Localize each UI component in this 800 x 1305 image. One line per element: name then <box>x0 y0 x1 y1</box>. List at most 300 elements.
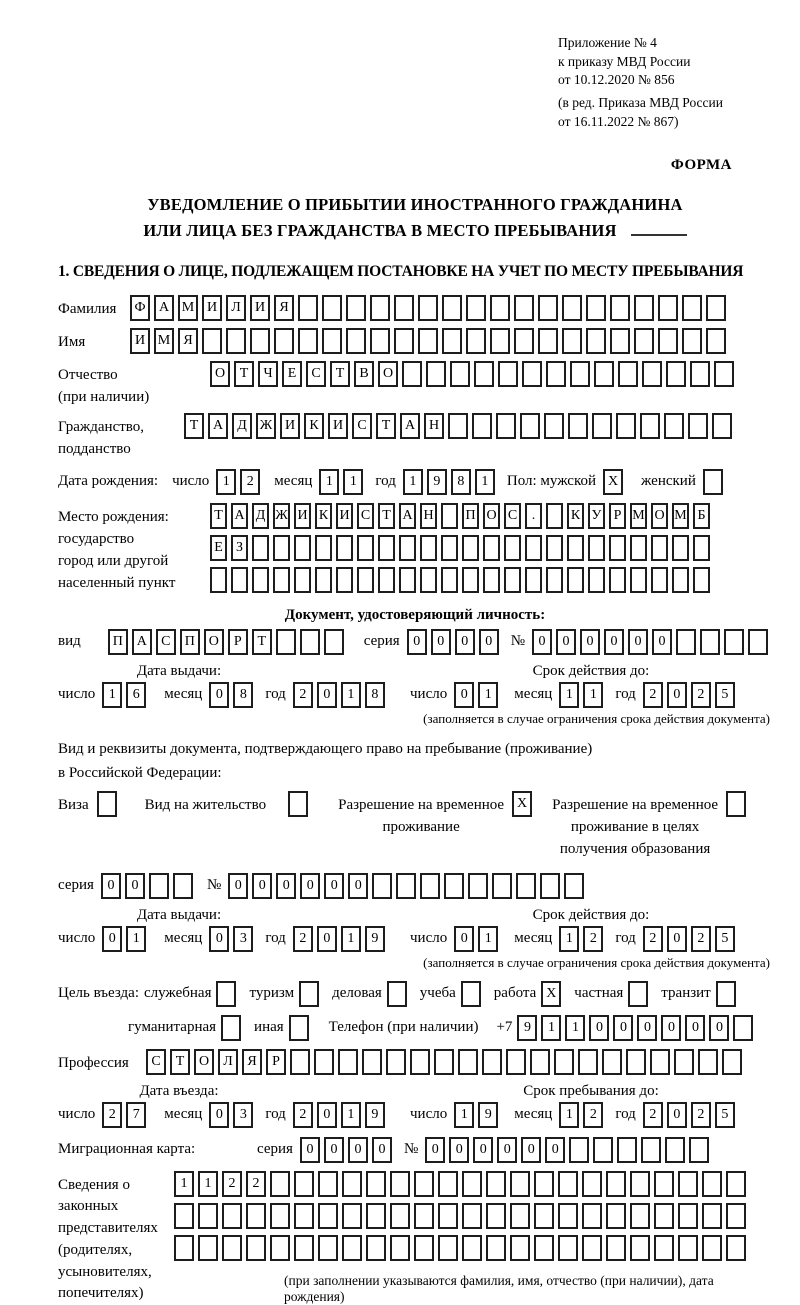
form-cell <box>434 1049 454 1075</box>
form-cell: Т <box>252 629 272 655</box>
form-cell <box>442 295 462 321</box>
option-temp-residence-education: Разрешение на временное проживание в целях получения образования <box>552 791 750 860</box>
form-cell: Ч <box>258 361 278 387</box>
form-cell <box>706 328 726 354</box>
form-cell: А <box>154 295 174 321</box>
form-cell <box>562 295 582 321</box>
stay-month <box>559 1102 607 1128</box>
entry-year <box>293 1102 389 1128</box>
form-cell: Л <box>218 1049 238 1075</box>
form-cell: 1 <box>341 682 361 708</box>
form-cell <box>458 1049 478 1075</box>
form-cell <box>298 328 318 354</box>
form-cell <box>198 1235 218 1261</box>
form-cell: К <box>304 413 324 439</box>
form-cell: 9 <box>517 1015 537 1041</box>
representatives-row2-cells <box>174 1203 772 1229</box>
purpose-humanitarian-checkbox <box>221 1015 245 1041</box>
form-cell: 1 <box>343 469 363 495</box>
form-cell <box>674 1049 694 1075</box>
form-cell: 0 <box>652 629 672 655</box>
form-cell <box>546 567 563 593</box>
form-cell <box>733 1015 753 1041</box>
form-cell: 0 <box>317 1102 337 1128</box>
form-cell: 2 <box>293 926 313 952</box>
form-cell: 9 <box>427 469 447 495</box>
form-cell <box>534 1203 554 1229</box>
form-cell: Т <box>330 361 350 387</box>
form-cell: 1 <box>454 1102 474 1128</box>
form-cell <box>664 413 684 439</box>
form-cell <box>726 791 746 817</box>
form-cell <box>486 1203 506 1229</box>
form-cell: И <box>294 503 311 529</box>
form-cell <box>246 1203 266 1229</box>
form-cell <box>506 1049 526 1075</box>
form-cell: 2 <box>583 926 603 952</box>
form-cell: 0 <box>637 1015 657 1041</box>
form-cell <box>462 535 479 561</box>
form-cell: Ж <box>256 413 276 439</box>
form-cell <box>149 873 169 899</box>
form-cell <box>606 1203 626 1229</box>
form-cell <box>338 1049 358 1075</box>
form-cell <box>342 1203 362 1229</box>
appendix-line: к приказу МВД России <box>558 53 772 72</box>
form-cell: А <box>231 503 248 529</box>
doc-number-label: № <box>511 629 525 650</box>
form-cell <box>594 361 614 387</box>
form-cell: 8 <box>451 469 471 495</box>
form-cell: X <box>541 981 561 1007</box>
form-cell <box>202 328 222 354</box>
form-cell: М <box>154 328 174 354</box>
purpose-other-checkbox <box>289 1015 313 1041</box>
form-cell: 0 <box>685 1015 705 1041</box>
form-cell <box>658 328 678 354</box>
form-cell: Е <box>282 361 302 387</box>
form-cell <box>366 1203 386 1229</box>
form-cell <box>496 413 516 439</box>
form-cell <box>441 567 458 593</box>
form-cell <box>396 873 416 899</box>
surname-cells <box>130 295 730 321</box>
form-cell <box>702 1235 722 1261</box>
form-cell: Р <box>609 503 626 529</box>
option-residence-permit: Вид на жительство <box>145 791 312 817</box>
form-cell <box>568 413 588 439</box>
purpose-private-checkbox <box>628 981 652 1007</box>
form-cell <box>418 295 438 321</box>
form-cell: 1 <box>403 469 423 495</box>
migration-card-label: Миграционная карта: <box>58 1137 250 1158</box>
form-cell: 1 <box>216 469 236 495</box>
form-cell <box>420 535 437 561</box>
form-cell <box>654 1235 674 1261</box>
doc-valid-day <box>454 682 502 708</box>
form-cell <box>588 535 605 561</box>
form-cell <box>610 328 630 354</box>
form-cell <box>222 1203 242 1229</box>
stay-year <box>643 1102 739 1128</box>
form-cell <box>336 535 353 561</box>
form-cell <box>678 1203 698 1229</box>
birth-year-label: год <box>375 469 395 490</box>
form-cell <box>569 1137 589 1163</box>
form-cell: 0 <box>324 873 344 899</box>
form-cell <box>322 295 342 321</box>
doc-seriya-label: серия <box>364 629 400 650</box>
form-cell <box>702 1171 722 1197</box>
form-cell: Т <box>170 1049 190 1075</box>
form-cell <box>390 1235 410 1261</box>
form-cell <box>651 535 668 561</box>
form-cell <box>724 629 744 655</box>
form-cell <box>609 535 626 561</box>
form-cell: Р <box>228 629 248 655</box>
form-cell: 0 <box>324 1137 344 1163</box>
form-cell: О <box>483 503 500 529</box>
form-cell: 0 <box>102 926 122 952</box>
form-cell <box>174 1203 194 1229</box>
form-cell: А <box>208 413 228 439</box>
form-cell: Т <box>378 503 395 529</box>
doc-seriya-cells <box>407 629 503 655</box>
form-cell <box>570 361 590 387</box>
doc-number-cells <box>532 629 772 655</box>
form-cell: 0 <box>709 1015 729 1041</box>
form-cell <box>606 1171 626 1197</box>
issue-date-title: Дата выдачи: <box>58 663 300 680</box>
gender-male-label: Пол: мужской <box>507 469 596 490</box>
form-cell: 0 <box>252 873 272 899</box>
form-cell: 0 <box>228 873 248 899</box>
stay-until-title: Срок пребывания до: <box>410 1083 772 1100</box>
form-cell <box>726 1235 746 1261</box>
form-cell <box>270 1171 290 1197</box>
given-name-label: Имя <box>58 328 130 354</box>
form-cell <box>726 1203 746 1229</box>
form-cell: 0 <box>661 1015 681 1041</box>
form-cell <box>666 361 686 387</box>
form-cell: 2 <box>691 682 711 708</box>
form-cell <box>558 1235 578 1261</box>
form-cell: 1 <box>174 1171 194 1197</box>
form-cell <box>482 1049 502 1075</box>
form-cell <box>250 328 270 354</box>
form-cell <box>642 361 662 387</box>
form-cell: Д <box>232 413 252 439</box>
form-cell <box>357 567 374 593</box>
form-cell: 1 <box>565 1015 585 1041</box>
form-cell: 1 <box>126 926 146 952</box>
form-cell: 0 <box>348 1137 368 1163</box>
form-cell: 0 <box>589 1015 609 1041</box>
option-visa: Виза <box>58 791 121 817</box>
birth-month-cells <box>319 469 367 495</box>
form-cell <box>510 1171 530 1197</box>
form-cell: О <box>204 629 224 655</box>
form-cell <box>525 535 542 561</box>
gender-male-checkbox <box>603 469 627 495</box>
form-cell <box>438 1171 458 1197</box>
form-cell <box>342 1235 362 1261</box>
form-cell: 1 <box>478 926 498 952</box>
form-cell <box>372 873 392 899</box>
form-cell: 6 <box>126 682 146 708</box>
form-cell <box>276 629 296 655</box>
form-cell <box>394 295 414 321</box>
res-valid-year <box>643 926 739 952</box>
form-cell <box>252 567 269 593</box>
form-cell: 0 <box>667 682 687 708</box>
form-cell <box>540 873 560 899</box>
form-cell: О <box>210 361 230 387</box>
form-cell: 0 <box>613 1015 633 1041</box>
res-seriya-label: серия <box>58 873 94 894</box>
form-cell: 2 <box>583 1102 603 1128</box>
form-cell: 0 <box>317 926 337 952</box>
form-cell <box>357 535 374 561</box>
form-cell: П <box>462 503 479 529</box>
purpose-transit-checkbox <box>716 981 740 1007</box>
form-cell: 0 <box>348 873 368 899</box>
form-cell <box>420 567 437 593</box>
given-name-cells <box>130 328 730 354</box>
form-cell <box>174 1235 194 1261</box>
form-cell <box>606 1235 626 1261</box>
form-cell: 2 <box>643 926 663 952</box>
form-cell: . <box>525 503 542 529</box>
form-cell <box>712 413 732 439</box>
form-cell <box>486 1235 506 1261</box>
form-cell: К <box>315 503 332 529</box>
form-cell: 0 <box>209 1102 229 1128</box>
title-line2: ИЛИ ЛИЦА БЕЗ ГРАЖДАНСТВА В МЕСТО ПРЕБЫВАНИЯ <box>58 218 772 244</box>
form-cell <box>558 1203 578 1229</box>
form-cell <box>468 873 488 899</box>
citizenship-cells <box>184 413 736 439</box>
representatives-label: Сведения о законных представителях (родителях, усыновителях, попечителях) <box>58 1171 174 1305</box>
form-cell: З <box>231 535 248 561</box>
form-cell: 0 <box>449 1137 469 1163</box>
birth-month-label: месяц <box>274 469 312 490</box>
form-cell: 5 <box>715 926 735 952</box>
form-cell <box>231 567 248 593</box>
form-cell: Н <box>420 503 437 529</box>
form-cell: Б <box>693 503 710 529</box>
identity-doc-heading: Документ, удостоверяющий личность: <box>58 607 772 624</box>
form-cell: С <box>146 1049 166 1075</box>
form-cell <box>399 567 416 593</box>
form-cell <box>448 413 468 439</box>
form-cell: X <box>603 469 623 495</box>
form-cell <box>318 1235 338 1261</box>
form-cell: 0 <box>604 629 624 655</box>
form-cell <box>682 295 702 321</box>
form-cell <box>651 567 668 593</box>
phone-label: Телефон (при наличии) <box>329 1015 479 1036</box>
form-cell: 2 <box>643 1102 663 1128</box>
gender-female-checkbox <box>703 469 727 495</box>
form-cell: 1 <box>341 926 361 952</box>
form-cell <box>210 567 227 593</box>
form-cell <box>418 328 438 354</box>
document-title <box>58 192 772 243</box>
form-cell: И <box>202 295 222 321</box>
form-cell: 0 <box>580 629 600 655</box>
form-cell: Т <box>210 503 227 529</box>
appendix-reference <box>558 34 772 131</box>
entry-date-title: Дата въезда: <box>58 1083 300 1100</box>
form-cell: 2 <box>240 469 260 495</box>
form-cell: 0 <box>455 629 475 655</box>
entry-dates: Дата въезда: число 2 7 месяц 0 3 год 2 0 1 9 Срок пребывания до: число 1 9 месяц 1 2 год 2 0 2 5 <box>58 1083 772 1128</box>
form-cell <box>582 1235 602 1261</box>
form-cell <box>693 535 710 561</box>
form-cell <box>706 295 726 321</box>
form-cell <box>592 413 612 439</box>
form-cell <box>593 1137 613 1163</box>
form-cell <box>474 361 494 387</box>
form-cell <box>216 981 236 1007</box>
purpose-business-checkbox <box>216 981 240 1007</box>
validity-note: (заполняется в случае ограничения срока действия документа) <box>58 711 772 727</box>
form-cell: 0 <box>532 629 552 655</box>
form-cell <box>402 361 422 387</box>
form-cell <box>420 873 440 899</box>
form-cell <box>630 1235 650 1261</box>
form-cell <box>490 328 510 354</box>
form-cell: 0 <box>209 682 229 708</box>
form-cell <box>546 361 566 387</box>
surname-label: Фамилия <box>58 295 130 321</box>
birthdate-label: Дата рождения: <box>58 469 158 490</box>
form-cell: 9 <box>365 926 385 952</box>
form-cell <box>641 1137 661 1163</box>
form-cell <box>522 361 542 387</box>
form-cell: П <box>108 629 128 655</box>
form-cell <box>582 1171 602 1197</box>
form-cell <box>462 1203 482 1229</box>
form-cell <box>438 1235 458 1261</box>
form-cell: 0 <box>667 1102 687 1128</box>
purpose-study-checkbox <box>461 981 485 1007</box>
form-cell: 1 <box>341 1102 361 1128</box>
form-cell <box>315 535 332 561</box>
form-cell: 1 <box>475 469 495 495</box>
form-cell <box>748 629 768 655</box>
gender-female-label: женский <box>641 469 696 490</box>
form-cell <box>273 567 290 593</box>
form-cell <box>370 328 390 354</box>
form-cell <box>678 1171 698 1197</box>
form-cell: Т <box>234 361 254 387</box>
form-cell: 3 <box>233 926 253 952</box>
form-cell <box>441 535 458 561</box>
form-cell <box>602 1049 622 1075</box>
form-cell <box>462 1235 482 1261</box>
form-cell: 1 <box>559 926 579 952</box>
form-cell: С <box>352 413 372 439</box>
form-cell: 2 <box>246 1171 266 1197</box>
form-cell <box>630 535 647 561</box>
form-cell <box>538 295 558 321</box>
form-cell <box>504 567 521 593</box>
form-cell: Д <box>252 503 269 529</box>
form-cell: С <box>306 361 326 387</box>
form-cell <box>672 567 689 593</box>
form-cell: Т <box>184 413 204 439</box>
form-cell: 1 <box>559 682 579 708</box>
form-cell: 2 <box>691 1102 711 1128</box>
form-cell <box>246 1235 266 1261</box>
form-cell: 7 <box>126 1102 146 1128</box>
form-cell <box>665 1137 685 1163</box>
form-cell: С <box>156 629 176 655</box>
form-cell: 5 <box>715 1102 735 1128</box>
profession-cells <box>146 1049 746 1075</box>
form-cell <box>676 629 696 655</box>
citizenship-label: Гражданство, подданство <box>58 413 184 461</box>
form-cell: О <box>194 1049 214 1075</box>
doc-valid-year <box>643 682 739 708</box>
form-cell <box>462 567 479 593</box>
form-cell: С <box>504 503 521 529</box>
purpose-label: Цель въезда: <box>58 981 139 1002</box>
birth-day-label: число <box>172 469 209 490</box>
form-cell <box>294 535 311 561</box>
form-cell <box>630 567 647 593</box>
form-cell: А <box>400 413 420 439</box>
form-cell <box>538 328 558 354</box>
res-issue-day <box>102 926 150 952</box>
title-blank-underline <box>631 220 687 236</box>
form-cell: Ф <box>130 295 150 321</box>
form-cell: 1 <box>583 682 603 708</box>
form-cell <box>492 873 512 899</box>
form-cell <box>426 361 446 387</box>
form-cell <box>288 791 308 817</box>
form-cell <box>399 535 416 561</box>
form-label: ФОРМА <box>58 157 772 174</box>
form-cell <box>588 567 605 593</box>
form-cell <box>221 1015 241 1041</box>
form-cell: Ж <box>273 503 290 529</box>
doc-issue-year <box>293 682 389 708</box>
form-cell: 0 <box>125 873 145 899</box>
form-cell <box>314 1049 334 1075</box>
representatives-row3-cells <box>174 1235 772 1261</box>
form-cell: 0 <box>431 629 451 655</box>
stay-day <box>454 1102 502 1128</box>
form-cell <box>300 629 320 655</box>
form-cell: М <box>672 503 689 529</box>
form-cell: 0 <box>473 1137 493 1163</box>
form-cell <box>654 1203 674 1229</box>
form-cell <box>315 567 332 593</box>
form-cell <box>472 413 492 439</box>
form-cell: Р <box>266 1049 286 1075</box>
form-cell <box>444 873 464 899</box>
form-cell: 0 <box>628 629 648 655</box>
form-cell <box>578 1049 598 1075</box>
form-cell: М <box>630 503 647 529</box>
identity-doc-dates: Дата выдачи: число 1 6 месяц 0 8 год 2 0 1 8 Срок действия до: число 0 1 месяц 1 1 год 2 0 2 5 (заполняется в случае ограничения срока действия документа) <box>58 663 772 727</box>
form-cell <box>483 535 500 561</box>
doc-kind-cells <box>108 629 348 655</box>
form-cell: 0 <box>667 926 687 952</box>
